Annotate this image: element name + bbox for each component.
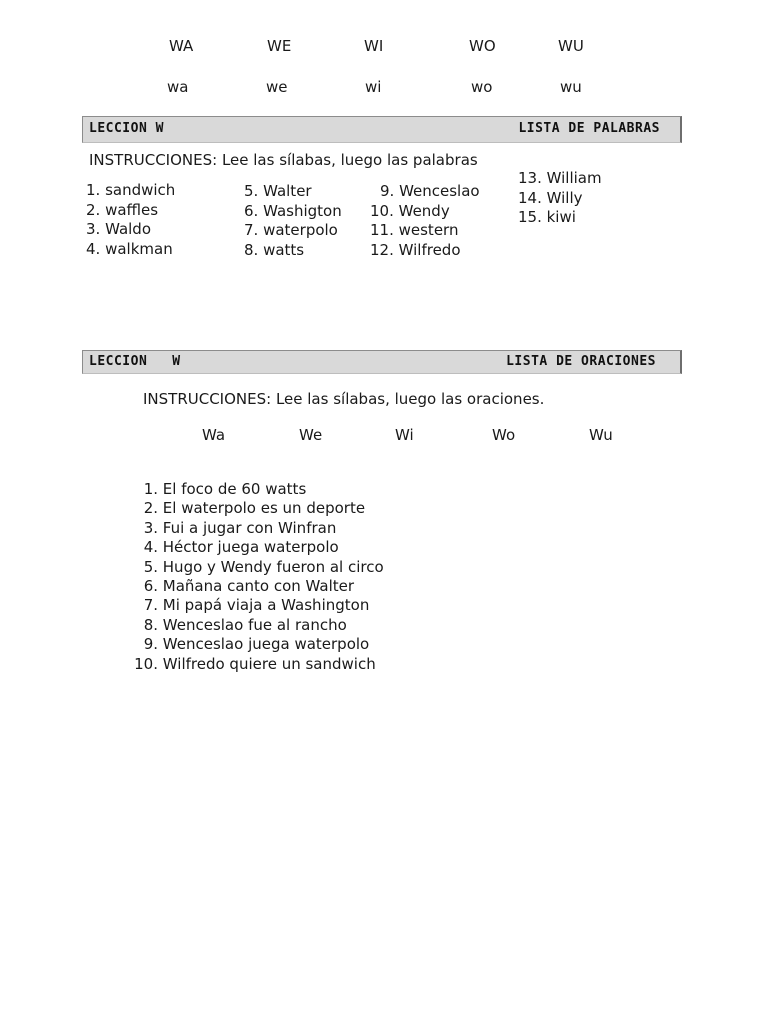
syllable-lower: we bbox=[266, 78, 288, 96]
syllable-lower: wa bbox=[167, 78, 189, 96]
sentence-list bbox=[130, 480, 384, 674]
sentence-number: 9. bbox=[143, 635, 158, 654]
word-item: 5. Walter bbox=[244, 182, 312, 200]
sentence-item bbox=[130, 655, 384, 674]
sentence-item bbox=[130, 558, 384, 577]
word-item: 11. western bbox=[370, 221, 459, 240]
syllable: Wi bbox=[395, 426, 414, 444]
sentence-number: 5. bbox=[143, 557, 158, 576]
syllable-upper: WE bbox=[267, 37, 292, 55]
word-item: 12. Wilfredo bbox=[370, 240, 461, 259]
sentence-text: El waterpolo es un deporte bbox=[162, 499, 366, 518]
sentence-text: Fui a jugar con Winfran bbox=[162, 518, 337, 537]
list-title: LISTA DE ORACIONES bbox=[506, 354, 656, 369]
syllable-upper: WO bbox=[469, 37, 496, 55]
sentence-item bbox=[130, 499, 384, 518]
lesson-title: LECCION W bbox=[89, 121, 164, 136]
syllable-lower: wu bbox=[560, 78, 582, 96]
word-column-2 bbox=[244, 182, 342, 260]
sentence-text: Héctor juega waterpolo bbox=[162, 538, 339, 557]
sentence-item bbox=[130, 480, 384, 499]
syllable-lower: wi bbox=[365, 78, 382, 96]
word-column-1 bbox=[86, 181, 175, 259]
sentence-number: 2. bbox=[143, 499, 158, 518]
sentence-text: Hugo y Wendy fueron al circo bbox=[162, 557, 384, 576]
sentence-item bbox=[130, 635, 384, 654]
sentence-number: 10. bbox=[134, 654, 158, 673]
sentence-number: 4. bbox=[143, 538, 158, 557]
word-item: 3. Waldo bbox=[86, 220, 152, 239]
sentence-text: Wilfredo quiere un sandwich bbox=[162, 654, 376, 673]
word-item: 14. Willy bbox=[518, 188, 583, 207]
list-title: LISTA DE PALABRAS bbox=[518, 121, 660, 136]
word-item: 4. walkman bbox=[86, 239, 173, 258]
word-item: 9. Wenceslao bbox=[380, 182, 480, 200]
lesson-header-bar bbox=[82, 116, 682, 143]
syllable: Wo bbox=[492, 426, 516, 444]
syllable-lower: wo bbox=[471, 78, 493, 96]
word-item: 1. sandwich bbox=[86, 181, 176, 199]
word-column-4 bbox=[518, 169, 602, 228]
syllable: Wu bbox=[589, 426, 613, 444]
lesson-header-bar bbox=[82, 350, 682, 374]
instructions: INSTRUCCIONES: Lee las sílabas, luego las oraciones. bbox=[143, 390, 545, 408]
sentence-text: Wenceslao fue al rancho bbox=[162, 615, 347, 634]
word-item: 6. Washigton bbox=[244, 201, 342, 220]
word-item: 13. William bbox=[518, 169, 602, 187]
sentence-number: 1. bbox=[143, 480, 158, 498]
sentence-item bbox=[130, 616, 384, 635]
syllable: Wa bbox=[202, 426, 226, 444]
sentence-text: El foco de 60 watts bbox=[162, 480, 307, 498]
word-item: 8. watts bbox=[244, 240, 305, 259]
sentence-item bbox=[130, 538, 384, 557]
lesson-title: LECCION W bbox=[89, 354, 181, 369]
instructions: INSTRUCCIONES: Lee las sílabas, luego las palabras bbox=[89, 151, 478, 169]
word-item: 15. kiwi bbox=[518, 208, 576, 227]
sentence-text: Wenceslao juega waterpolo bbox=[162, 635, 370, 654]
sentence-text: Mañana canto con Walter bbox=[162, 577, 355, 596]
sentence-text: Mi papá viaja a Washington bbox=[162, 596, 370, 615]
sentence-number: 3. bbox=[143, 518, 158, 537]
word-item: 7. waterpolo bbox=[244, 221, 338, 240]
sentence-item bbox=[130, 596, 384, 615]
syllable-upper: WA bbox=[169, 37, 194, 55]
word-column-3 bbox=[370, 182, 480, 260]
syllable: We bbox=[299, 426, 323, 444]
word-item: 2. waffles bbox=[86, 200, 159, 219]
sentence-number: 8. bbox=[143, 615, 158, 634]
sentence-number: 6. bbox=[143, 577, 158, 596]
sentence-item bbox=[130, 577, 384, 596]
syllable-upper: WU bbox=[558, 37, 584, 55]
sentence-number: 7. bbox=[143, 596, 158, 615]
syllable-upper: WI bbox=[364, 37, 384, 55]
word-item: 10. Wendy bbox=[370, 201, 450, 220]
sentence-item bbox=[130, 519, 384, 538]
